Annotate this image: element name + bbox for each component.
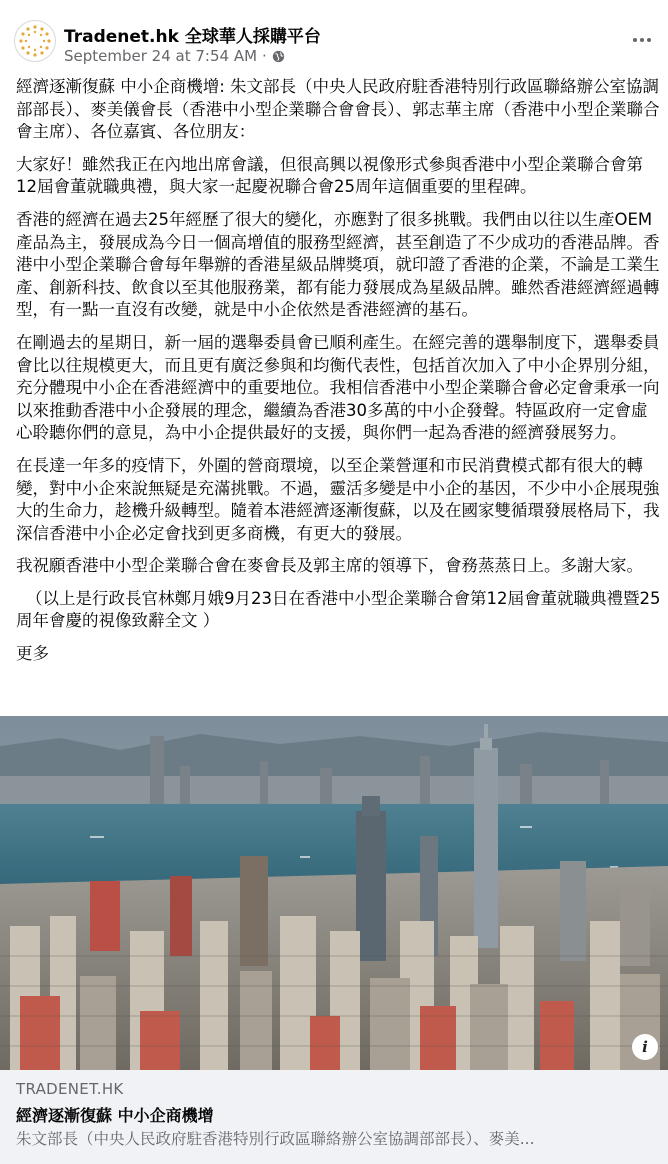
page-avatar[interactable] bbox=[14, 20, 56, 62]
post-paragraph: （以上是行政長官林鄭月娥9月23日在香港中小型企業聯合會第12屆會董就職典禮暨25周年會慶的視像致辭全文 ） bbox=[16, 588, 661, 631]
meta-separator: · bbox=[262, 47, 267, 65]
link-title[interactable]: 經濟逐漸復蘇 中小企商機增 bbox=[16, 1106, 214, 1125]
see-more-link[interactable]: 更多 bbox=[16, 644, 49, 664]
more-options-button[interactable] bbox=[630, 28, 654, 52]
post-meta bbox=[64, 47, 285, 65]
link-domain: TRADENET.HK bbox=[16, 1080, 124, 1098]
tradenet-logo-icon bbox=[15, 21, 55, 61]
post-paragraph: 大家好！雖然我正在內地出席會議，但很高興以視像形式參與香港中小型企業聯合會第12屆會董就職典禮，與大家一起慶祝聯合會25周年這個重要的里程碑。 bbox=[16, 154, 643, 197]
post-message bbox=[16, 76, 662, 702]
post-paragraph: 經濟逐漸復蘇 中小企商機增: 朱文部長（中央人民政府駐香港特別行政區聯絡辦公室協調部部長）、麥美儀會長（香港中小型企業聯合會會長）、郭志華主席（香港中小型企業聯合會主席）、各位嘉賓、各位朋友： bbox=[16, 77, 660, 142]
page-name-link[interactable]: Tradenet.hk 全球華人採購平台 bbox=[64, 27, 321, 47]
post-header bbox=[0, 0, 668, 72]
link-preview-card[interactable] bbox=[0, 1070, 668, 1164]
info-icon[interactable]: i bbox=[632, 1034, 658, 1060]
post-paragraph: 在長達一年多的疫情下，外圍的營商環境，以至企業營運和市民消費模式都有很大的轉變，對中小企來說無疑是充滿挑戰。不過，靈活多變是中小企的基因，不少中小企展現強大的生命力，趁機升級轉型。隨着本港經濟逐漸復蘇，以及在國家雙循環發展格局下，我深信香港中小企必定會找到更多商機，有更大的發展。 bbox=[16, 455, 660, 543]
hong-kong-skyline-image bbox=[0, 716, 668, 1070]
post-timestamp[interactable]: September 24 at 7:54 AM bbox=[64, 47, 258, 65]
post-paragraph: 我祝願香港中小型企業聯合會在麥會長及郭主席的領導下，會務蒸蒸日上。多謝大家。 bbox=[16, 556, 643, 576]
link-description: 朱文部長（中央人民政府駐香港特別行政區聯絡辦公室協調部部長）、麥美... bbox=[16, 1130, 535, 1148]
link-preview-image[interactable] bbox=[0, 716, 668, 1070]
more-horizontal-icon bbox=[633, 38, 637, 42]
post-paragraph: 香港的經濟在過去25年經歷了很大的變化，亦應對了很多挑戰。我們由以往以生產OEM產品為主，發展成為今日一個高增值的服務型經濟，甚至創造了不少成功的香港品牌。香港中小型企業聯合會每年舉辦的香港星級品牌獎項，就印證了香港的企業，不論是工業生產、創新科技、飲食以至其他服務業，都有能力發展成為星級品牌。雖然香港經濟經過轉型，有一點一直沒有改變，就是中小企依然是香港經濟的基石。 bbox=[16, 209, 660, 320]
post-paragraph: 在剛過去的星期日，新一屆的選舉委員會已順利產生。在經完善的選舉制度下，選舉委員會比以往規模更大，而且更有廣泛參與和均衡代表性，包括首次加入了中小企界別分組，充分體現中小企在香港經濟中的重要地位。我相信香港中小型企業聯合會必定會秉承一向以來推動香港中小企發展的理念，繼續為香港30多萬的中小企發聲。特區政府一定會虛心聆聽你們的意見，為中小企提供最好的支援，與你們一起為香港的經濟發展努力。 bbox=[16, 332, 660, 443]
globe-icon[interactable] bbox=[272, 50, 285, 63]
